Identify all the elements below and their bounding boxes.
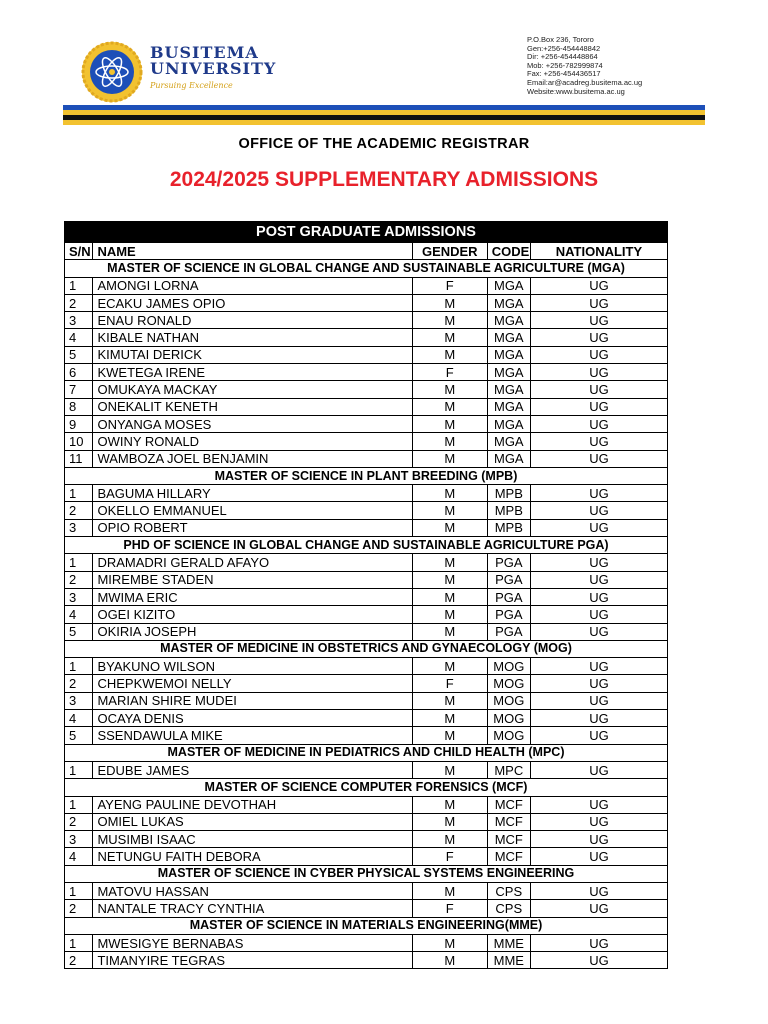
cell-code: MCF (487, 831, 530, 848)
table-row (65, 381, 668, 398)
cell-nationality: UG (530, 485, 667, 502)
cell-nationality: UG (530, 312, 667, 329)
cell-nationality: UG (530, 761, 667, 778)
table-row (65, 346, 668, 363)
cell-name: OPIO ROBERT (93, 519, 412, 536)
contact-line: P.O.Box 236, Tororo (527, 35, 594, 44)
cell-gender: F (412, 364, 487, 381)
table-row (65, 485, 668, 502)
table-row (65, 329, 668, 346)
cell-code: MOG (487, 727, 530, 744)
cell-name: OMUKAYA MACKAY (93, 381, 412, 398)
column-header-name: NAME (93, 243, 412, 260)
table-row (65, 727, 668, 744)
cell-name: ONEKALIT KENETH (93, 398, 412, 415)
column-header-code: CODE (487, 243, 530, 260)
cell-code: PGA (487, 623, 530, 640)
cell-nationality: UG (530, 692, 667, 709)
cell-code: MME (487, 952, 530, 969)
cell-gender: M (412, 312, 487, 329)
cell-nationality: UG (530, 433, 667, 450)
cell-name: MWESIGYE BERNABAS (93, 934, 412, 951)
cell-nationality: UG (530, 398, 667, 415)
cell-code: MPB (487, 502, 530, 519)
cell-code: MGA (487, 433, 530, 450)
section-header-row (65, 865, 668, 882)
table-row (65, 364, 668, 381)
cell-sn: 4 (65, 329, 93, 346)
cell-nationality: UG (530, 882, 667, 899)
table-row (65, 675, 668, 692)
section-title: MASTER OF MEDICINE IN OBSTETRICS AND GYNAECOLOGY (MOG) (65, 640, 668, 657)
table-row (65, 848, 668, 865)
contact-line: Dir: +256-454448864 (527, 52, 598, 62)
cell-sn: 2 (65, 900, 93, 917)
column-header-nationality: NATIONALITY (530, 243, 667, 260)
table-row (65, 294, 668, 311)
cell-nationality: UG (530, 277, 667, 294)
cell-nationality: UG (530, 900, 667, 917)
cell-code: MGA (487, 381, 530, 398)
university-seal-icon (80, 40, 144, 104)
cell-sn: 1 (65, 882, 93, 899)
cell-nationality: UG (530, 381, 667, 398)
cell-sn: 5 (65, 727, 93, 744)
table-row (65, 710, 668, 727)
cell-nationality: UG (530, 848, 667, 865)
cell-code: MME (487, 934, 530, 951)
cell-sn: 9 (65, 415, 93, 432)
color-stripes (63, 105, 705, 125)
cell-sn: 1 (65, 796, 93, 813)
table-banner: POST GRADUATE ADMISSIONS (65, 222, 668, 243)
cell-sn: 1 (65, 658, 93, 675)
section-title: MASTER OF SCIENCE IN GLOBAL CHANGE AND SUSTAINABLE AGRICULTURE (MGA) (65, 260, 668, 277)
table-row (65, 450, 668, 467)
table-row (65, 554, 668, 571)
cell-gender: M (412, 934, 487, 951)
university-name-line2: UNIVERSITY (150, 59, 277, 78)
cell-gender: M (412, 571, 487, 588)
cell-nationality: UG (530, 502, 667, 519)
cell-sn: 2 (65, 294, 93, 311)
cell-nationality: UG (530, 519, 667, 536)
university-motto: Pursuing Excellence (150, 81, 233, 90)
cell-code: MGA (487, 277, 530, 294)
cell-nationality: UG (530, 588, 667, 605)
cell-gender: M (412, 398, 487, 415)
cell-nationality: UG (530, 796, 667, 813)
cell-gender: M (412, 727, 487, 744)
cell-sn: 4 (65, 710, 93, 727)
cell-sn: 1 (65, 761, 93, 778)
table-row (65, 761, 668, 778)
cell-gender: F (412, 675, 487, 692)
table-row (65, 692, 668, 709)
cell-code: MGA (487, 398, 530, 415)
table-row (65, 900, 668, 917)
cell-code: MGA (487, 346, 530, 363)
contact-line: Website:www.busitema.ac.ug (527, 86, 625, 96)
table-row (65, 658, 668, 675)
letterhead (0, 0, 768, 128)
cell-sn: 6 (65, 364, 93, 381)
cell-nationality: UG (530, 294, 667, 311)
admissions-table (64, 221, 668, 969)
cell-code: MCF (487, 848, 530, 865)
table-row (65, 502, 668, 519)
cell-gender: M (412, 606, 487, 623)
cell-nationality: UG (530, 675, 667, 692)
cell-name: ONYANGA MOSES (93, 415, 412, 432)
contact-line: Fax: +256-454436517 (527, 69, 601, 79)
cell-sn: 3 (65, 312, 93, 329)
column-header-gender: GENDER (412, 243, 487, 260)
section-header-row (65, 917, 668, 934)
cell-name: OKELLO EMMANUEL (93, 502, 412, 519)
university-name-line1: BUSITEMA (150, 43, 259, 62)
cell-code: MOG (487, 658, 530, 675)
cell-gender: M (412, 433, 487, 450)
cell-code: PGA (487, 554, 530, 571)
cell-nationality: UG (530, 415, 667, 432)
cell-name: KIMUTAI DERICK (93, 346, 412, 363)
table-row (65, 882, 668, 899)
cell-sn: 2 (65, 675, 93, 692)
section-header-row (65, 779, 668, 796)
cell-sn: 3 (65, 588, 93, 605)
cell-code: MOG (487, 710, 530, 727)
table-row (65, 623, 668, 640)
cell-nationality: UG (530, 727, 667, 744)
cell-name: DRAMADRI GERALD AFAYO (93, 554, 412, 571)
cell-name: OWINY RONALD (93, 433, 412, 450)
cell-gender: M (412, 554, 487, 571)
cell-sn: 5 (65, 623, 93, 640)
cell-gender: M (412, 692, 487, 709)
cell-code: MOG (487, 675, 530, 692)
table-row (65, 519, 668, 536)
table-row (65, 813, 668, 830)
cell-nationality: UG (530, 450, 667, 467)
cell-name: ECAKU JAMES OPIO (93, 294, 412, 311)
table-row (65, 312, 668, 329)
cell-gender: M (412, 294, 487, 311)
section-header-row (65, 744, 668, 761)
admissions-table-wrap (64, 221, 668, 969)
cell-sn: 1 (65, 554, 93, 571)
table-row (65, 952, 668, 969)
table-row (65, 606, 668, 623)
section-header-row (65, 260, 668, 277)
cell-sn: 2 (65, 813, 93, 830)
cell-code: MCF (487, 796, 530, 813)
cell-nationality: UG (530, 934, 667, 951)
cell-code: MOG (487, 692, 530, 709)
table-row (65, 588, 668, 605)
cell-nationality: UG (530, 658, 667, 675)
table-banner-row (65, 222, 668, 243)
section-title: MASTER OF SCIENCE IN MATERIALS ENGINEERING(MME) (65, 917, 668, 934)
column-header-sn: S/N (65, 243, 93, 260)
cell-nationality: UG (530, 831, 667, 848)
cell-name: OGEI KIZITO (93, 606, 412, 623)
cell-code: CPS (487, 882, 530, 899)
cell-name: BYAKUNO WILSON (93, 658, 412, 675)
cell-gender: F (412, 277, 487, 294)
table-row (65, 831, 668, 848)
cell-nationality: UG (530, 606, 667, 623)
cell-gender: M (412, 882, 487, 899)
table-row (65, 277, 668, 294)
cell-sn: 3 (65, 692, 93, 709)
cell-nationality: UG (530, 571, 667, 588)
cell-sn: 8 (65, 398, 93, 415)
contact-block (527, 36, 642, 96)
cell-sn: 2 (65, 952, 93, 969)
cell-gender: M (412, 381, 487, 398)
section-header-row (65, 467, 668, 484)
cell-name: OKIRIA JOSEPH (93, 623, 412, 640)
cell-code: MGA (487, 364, 530, 381)
cell-code: MPC (487, 761, 530, 778)
cell-gender: M (412, 761, 487, 778)
cell-nationality: UG (530, 364, 667, 381)
cell-nationality: UG (530, 554, 667, 571)
cell-code: PGA (487, 606, 530, 623)
cell-gender: M (412, 710, 487, 727)
cell-sn: 2 (65, 502, 93, 519)
cell-name: NANTALE TRACY CYNTHIA (93, 900, 412, 917)
cell-sn: 1 (65, 485, 93, 502)
cell-sn: 10 (65, 433, 93, 450)
cell-code: PGA (487, 588, 530, 605)
cell-code: MGA (487, 329, 530, 346)
cell-name: NETUNGU FAITH DEBORA (93, 848, 412, 865)
cell-nationality: UG (530, 813, 667, 830)
cell-code: MGA (487, 450, 530, 467)
cell-sn: 4 (65, 606, 93, 623)
cell-gender: M (412, 831, 487, 848)
cell-name: KWETEGA IRENE (93, 364, 412, 381)
section-title: MASTER OF SCIENCE IN CYBER PHYSICAL SYSTEMS ENGINEERING (65, 865, 668, 882)
cell-gender: M (412, 588, 487, 605)
cell-name: MIREMBE STADEN (93, 571, 412, 588)
cell-sn: 3 (65, 519, 93, 536)
cell-gender: M (412, 450, 487, 467)
cell-gender: M (412, 813, 487, 830)
cell-name: OCAYA DENIS (93, 710, 412, 727)
cell-sn: 5 (65, 346, 93, 363)
cell-name: KIBALE NATHAN (93, 329, 412, 346)
table-row (65, 398, 668, 415)
section-title: MASTER OF MEDICINE IN PEDIATRICS AND CHILD HEALTH (MPC) (65, 744, 668, 761)
main-title: 2024/2025 SUPPLEMENTARY ADMISSIONS (169, 168, 599, 191)
cell-gender: M (412, 502, 487, 519)
section-title: PHD OF SCIENCE IN GLOBAL CHANGE AND SUSTAINABLE AGRICULTURE PGA) (65, 537, 668, 554)
contact-line: Gen:+256-454448842 (527, 43, 601, 53)
section-title: MASTER OF SCIENCE COMPUTER FORENSICS (MCF) (65, 779, 668, 796)
cell-name: AMONGI LORNA (93, 277, 412, 294)
cell-gender: M (412, 952, 487, 969)
stripe (63, 120, 705, 125)
section-title: MASTER OF SCIENCE IN PLANT BREEDING (MPB) (65, 467, 668, 484)
section-header-row (65, 640, 668, 657)
cell-gender: M (412, 485, 487, 502)
cell-gender: M (412, 329, 487, 346)
cell-name: TIMANYIRE TEGRAS (93, 952, 412, 969)
section-header-row (65, 537, 668, 554)
cell-gender: F (412, 900, 487, 917)
cell-name: WAMBOZA JOEL BENJAMIN (93, 450, 412, 467)
table-row (65, 433, 668, 450)
cell-name: ENAU RONALD (93, 312, 412, 329)
cell-nationality: UG (530, 346, 667, 363)
table-row (65, 571, 668, 588)
cell-name: MATOVU HASSAN (93, 882, 412, 899)
cell-gender: F (412, 848, 487, 865)
cell-nationality: UG (530, 952, 667, 969)
cell-code: MGA (487, 415, 530, 432)
cell-name: AYENG PAULINE DEVOTHAH (93, 796, 412, 813)
cell-sn: 1 (65, 277, 93, 294)
university-name (150, 45, 276, 94)
contact-line: Mob: +256-782999874 (527, 60, 603, 70)
column-header-row (65, 243, 668, 260)
cell-name: EDUBE JAMES (93, 761, 412, 778)
cell-sn: 3 (65, 831, 93, 848)
office-title: OFFICE OF THE ACADEMIC REGISTRAR (238, 136, 530, 152)
cell-name: BAGUMA HILLARY (93, 485, 412, 502)
cell-code: MPB (487, 519, 530, 536)
cell-code: CPS (487, 900, 530, 917)
contact-line: Email:ar@acadreg.busitema.ac.ug (527, 77, 643, 87)
cell-name: CHEPKWEMOI NELLY (93, 675, 412, 692)
cell-gender: M (412, 623, 487, 640)
cell-code: MGA (487, 312, 530, 329)
cell-name: MWIMA ERIC (93, 588, 412, 605)
table-row (65, 796, 668, 813)
cell-name: SSENDAWULA MIKE (93, 727, 412, 744)
cell-gender: M (412, 796, 487, 813)
cell-code: PGA (487, 571, 530, 588)
table-body (65, 222, 668, 969)
cell-sn: 2 (65, 571, 93, 588)
cell-name: MARIAN SHIRE MUDEI (93, 692, 412, 709)
cell-sn: 7 (65, 381, 93, 398)
cell-code: MPB (487, 485, 530, 502)
cell-name: MUSIMBI ISAAC (93, 831, 412, 848)
cell-code: MGA (487, 294, 530, 311)
cell-sn: 1 (65, 934, 93, 951)
cell-gender: M (412, 346, 487, 363)
cell-nationality: UG (530, 710, 667, 727)
cell-name: OMIEL LUKAS (93, 813, 412, 830)
cell-gender: M (412, 415, 487, 432)
cell-sn: 11 (65, 450, 93, 467)
table-row (65, 934, 668, 951)
cell-code: MCF (487, 813, 530, 830)
cell-gender: M (412, 519, 487, 536)
cell-nationality: UG (530, 623, 667, 640)
cell-sn: 4 (65, 848, 93, 865)
cell-gender: M (412, 658, 487, 675)
table-row (65, 415, 668, 432)
cell-nationality: UG (530, 329, 667, 346)
